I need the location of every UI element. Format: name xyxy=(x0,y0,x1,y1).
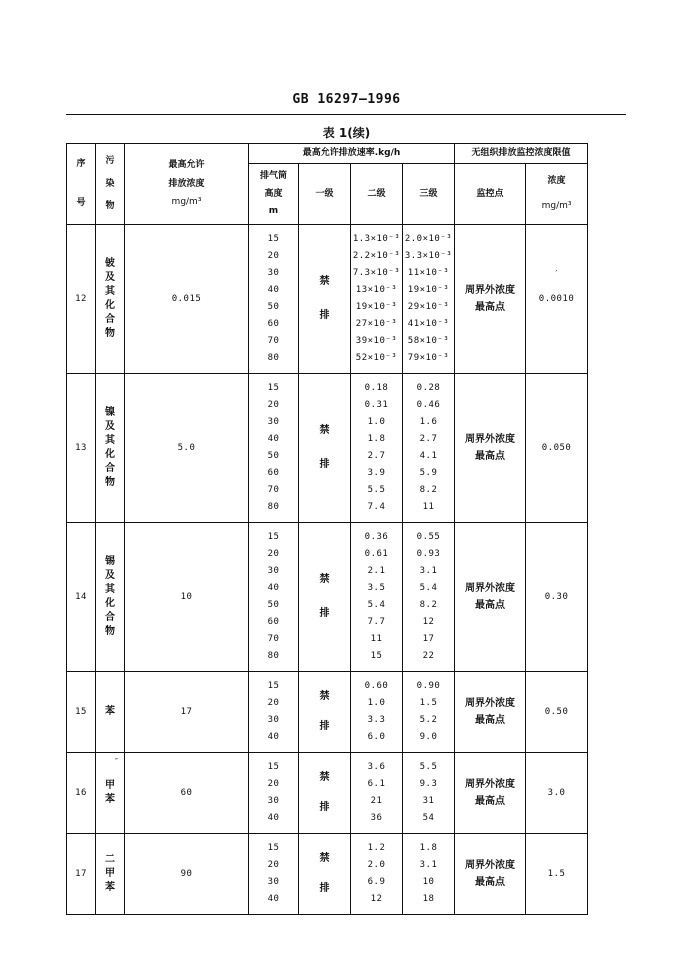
grade2-rate-value: 0.36 xyxy=(364,532,389,542)
grade3-rate-value: 18 xyxy=(422,894,435,904)
monitor-point xyxy=(455,523,526,672)
stack-height-value: 60 xyxy=(267,468,280,478)
prohibited-char: 排 xyxy=(319,459,330,470)
stack-height-value: 80 xyxy=(267,353,280,363)
pollutant-char: 其 xyxy=(105,435,115,446)
grade3-rate-value: 2.0×10⁻³ xyxy=(404,234,453,244)
emission-limits-table xyxy=(66,143,588,915)
prohibited-label xyxy=(299,772,350,814)
grade2-rate-value: 3.6 xyxy=(367,762,386,772)
grade3-rate-value: 0.28 xyxy=(416,383,441,393)
grade2-rate-value: 2.1 xyxy=(367,566,386,576)
monitor-line: 周界外浓度 xyxy=(465,285,516,296)
monitor-point-text xyxy=(455,695,525,729)
grade2-rate xyxy=(351,523,403,672)
pollutant-name xyxy=(96,374,125,523)
pollutant-row xyxy=(67,834,588,915)
col-header-grade1: 一级 xyxy=(299,164,351,225)
grade3-rate-value: 22 xyxy=(422,651,435,661)
pollutant-char: 甲 xyxy=(105,780,115,791)
grade3-rate-list xyxy=(403,523,454,671)
stack-height-value: 15 xyxy=(267,762,280,772)
stack-height-list xyxy=(249,523,298,671)
monitor-point xyxy=(455,225,526,374)
grade3-rate-value: 5.5 xyxy=(419,762,438,772)
grade3-rate xyxy=(403,374,455,523)
pollutant-name-text xyxy=(96,705,124,719)
stack-height xyxy=(249,523,299,672)
max-concentration: 5.0 xyxy=(125,374,249,523)
concentration-limit-value: 1.5 xyxy=(547,868,566,879)
concentration-limit xyxy=(526,834,588,915)
grade3-rate-value: 1.5 xyxy=(419,698,438,708)
grade3-rate-value: 4.1 xyxy=(419,451,438,461)
grade2-rate-value: 2.2×10⁻³ xyxy=(352,251,401,261)
concentration-limit-value: 3.0 xyxy=(547,787,566,798)
monitor-point xyxy=(455,834,526,915)
prohibited-label xyxy=(299,425,350,471)
monitor-line: 周界外浓度 xyxy=(465,434,516,445)
grade2-rate-value: 5.4 xyxy=(367,600,386,610)
stack-height-value: 15 xyxy=(267,532,280,542)
grade2-rate-value: 6.1 xyxy=(367,779,386,789)
pollutant-char: 苯 xyxy=(105,706,115,717)
stack-height-value: 20 xyxy=(267,698,280,708)
stack-height-list xyxy=(249,225,298,373)
concentration-limit-value: 0.0010 xyxy=(538,293,575,304)
grade3-rate-list xyxy=(403,834,454,914)
col-header-concentration: 浓度 mg/m³ xyxy=(526,164,588,225)
grade1-status xyxy=(299,753,351,834)
grade3-rate-value: 1.8 xyxy=(419,843,438,853)
grade2-rate-value: 0.61 xyxy=(364,549,389,559)
stack-height-value: 30 xyxy=(267,417,280,427)
grade2-rate-value: 19×10⁻³ xyxy=(355,302,398,312)
row-number: 16 xyxy=(67,753,96,834)
header-rule xyxy=(66,114,626,115)
monitor-line: 最高点 xyxy=(475,715,506,726)
pollutant-name-text xyxy=(96,853,124,895)
grade3-rate-value: 19×10⁻³ xyxy=(407,285,450,295)
monitor-point xyxy=(455,374,526,523)
grade2-rate xyxy=(351,753,403,834)
col-header-monitor-point: 监控点 xyxy=(455,164,526,225)
grade2-rate-value: 21 xyxy=(370,796,383,806)
prohibited-char: 禁 xyxy=(319,772,330,783)
grade3-rate-value: 17 xyxy=(422,634,435,644)
grade1-status xyxy=(299,834,351,915)
stack-height-value: 70 xyxy=(267,336,280,346)
grade3-rate-value: 3.1 xyxy=(419,566,438,576)
prohibited-char: 排 xyxy=(319,608,330,619)
grade3-rate xyxy=(403,753,455,834)
pollutant-row xyxy=(67,374,588,523)
grade2-rate-value: 0.60 xyxy=(364,681,389,691)
grade3-rate-list xyxy=(403,374,454,522)
prohibited-char: 排 xyxy=(319,883,330,894)
pollutant-name xyxy=(96,753,125,834)
grade2-rate-list xyxy=(351,523,402,671)
grade3-rate xyxy=(403,672,455,753)
stack-height-value: 20 xyxy=(267,860,280,870)
scan-mark: ″ xyxy=(115,757,118,766)
monitor-line: 周界外浓度 xyxy=(465,779,516,790)
grade2-rate-value: 7.4 xyxy=(367,502,386,512)
pollutant-char: 镍 xyxy=(105,407,115,418)
col-header-max-concentration: 最高允许 排放浓度 mg/m³ xyxy=(125,144,249,225)
grade3-rate-list xyxy=(403,753,454,833)
concentration-limit-value: 0.50 xyxy=(544,706,569,717)
pollutant-char: 合 xyxy=(105,612,115,623)
grade2-rate-value: 52×10⁻³ xyxy=(355,353,398,363)
monitor-point-text xyxy=(455,282,525,316)
col-header-rate-group: 最高允许排放速率.kg/h xyxy=(249,144,455,164)
grade3-rate-value: 41×10⁻³ xyxy=(407,319,450,329)
grade2-rate-value: 7.7 xyxy=(367,617,386,627)
monitor-point xyxy=(455,753,526,834)
stack-height xyxy=(249,834,299,915)
grade2-rate-value: 0.31 xyxy=(364,400,389,410)
grade2-rate-value: 2.7 xyxy=(367,451,386,461)
pollutant-name xyxy=(96,523,125,672)
pollutant-char: 化 xyxy=(105,598,115,609)
grade3-rate-value: 1.6 xyxy=(419,417,438,427)
grade2-rate-value: 1.8 xyxy=(367,434,386,444)
stack-height-list xyxy=(249,672,298,752)
pollutant-char: 物 xyxy=(105,626,115,637)
grade3-rate-value: 9.3 xyxy=(419,779,438,789)
monitor-point-text xyxy=(455,431,525,465)
grade3-rate-value: 5.2 xyxy=(419,715,438,725)
grade3-rate-value: 0.93 xyxy=(416,549,441,559)
col-header-pollutant: 污 染 物 xyxy=(96,144,125,225)
row-number: 15 xyxy=(67,672,96,753)
row-number: 13 xyxy=(67,374,96,523)
grade3-rate-value: 0.55 xyxy=(416,532,441,542)
concentration-limit-value: 0.30 xyxy=(544,591,569,602)
grade3-rate-value: 0.90 xyxy=(416,681,441,691)
max-concentration: 10 xyxy=(125,523,249,672)
grade2-rate-value: 6.0 xyxy=(367,732,386,742)
pollutant-char: 铍 xyxy=(105,258,115,269)
grade3-rate-list xyxy=(403,225,454,373)
grade3-rate-value: 58×10⁻³ xyxy=(407,336,450,346)
pollutant-char: 化 xyxy=(105,449,115,460)
grade2-rate xyxy=(351,672,403,753)
grade3-rate-value: 3.3×10⁻³ xyxy=(404,251,453,261)
grade3-rate-value: 9.0 xyxy=(419,732,438,742)
pollutant-name xyxy=(96,672,125,753)
col-header-grade2: 二级 xyxy=(351,164,403,225)
grade3-rate xyxy=(403,523,455,672)
stack-height-value: 20 xyxy=(267,400,280,410)
stack-height-value: 30 xyxy=(267,566,280,576)
grade2-rate-value: 1.3×10⁻³ xyxy=(352,234,401,244)
stack-height-value: 15 xyxy=(267,843,280,853)
stack-height-value: 30 xyxy=(267,796,280,806)
pollutant-char: 及 xyxy=(105,272,115,283)
max-concentration: 0.015 xyxy=(125,225,249,374)
grade3-rate-value: 8.2 xyxy=(419,600,438,610)
pollutant-name-text xyxy=(96,406,124,490)
grade2-rate-list xyxy=(351,834,402,914)
monitor-line: 最高点 xyxy=(475,796,506,807)
table-body xyxy=(67,144,588,915)
stack-height-value: 60 xyxy=(267,319,280,329)
grade2-rate-value: 0.18 xyxy=(364,383,389,393)
grade2-rate-list xyxy=(351,753,402,833)
pollutant-row xyxy=(67,753,588,834)
scan-mark: ′ xyxy=(554,269,560,278)
grade2-rate-value: 15 xyxy=(370,651,383,661)
prohibited-char: 禁 xyxy=(319,853,330,864)
grade1-status xyxy=(299,225,351,374)
standard-number: GB 16297—1996 xyxy=(292,92,401,107)
col-header-grade3: 三级 xyxy=(403,164,455,225)
pollutant-char: 其 xyxy=(105,286,115,297)
grade2-rate-value: 12 xyxy=(370,894,383,904)
monitor-line: 周界外浓度 xyxy=(465,583,516,594)
concentration-limit xyxy=(526,374,588,523)
grade2-rate-list xyxy=(351,225,402,373)
stack-height-value: 40 xyxy=(267,583,280,593)
stack-height xyxy=(249,225,299,374)
prohibited-label xyxy=(299,574,350,620)
stack-height-value: 70 xyxy=(267,634,280,644)
stack-height-value: 40 xyxy=(267,285,280,295)
concentration-limit xyxy=(526,523,588,672)
max-concentration: 17 xyxy=(125,672,249,753)
prohibited-char: 排 xyxy=(319,802,330,813)
grade3-rate xyxy=(403,834,455,915)
grade2-rate-value: 2.0 xyxy=(367,860,386,870)
pollutant-name-text xyxy=(96,257,124,341)
stack-height-value: 50 xyxy=(267,302,280,312)
grade3-rate-value: 8.2 xyxy=(419,485,438,495)
prohibited-char: 禁 xyxy=(319,276,330,287)
prohibited-char: 禁 xyxy=(319,425,330,436)
monitor-point-text xyxy=(455,580,525,614)
stack-height-value: 80 xyxy=(267,651,280,661)
stack-height-value: 30 xyxy=(267,715,280,725)
stack-height xyxy=(249,374,299,523)
grade3-rate-value: 5.4 xyxy=(419,583,438,593)
grade3-rate-value: 11×10⁻³ xyxy=(407,268,450,278)
stack-height-value: 60 xyxy=(267,617,280,627)
grade2-rate-value: 3.3 xyxy=(367,715,386,725)
grade1-status xyxy=(299,672,351,753)
pollutant-char: 苯 xyxy=(105,794,115,805)
prohibited-label xyxy=(299,276,350,322)
prohibited-label xyxy=(299,853,350,895)
monitor-line: 最高点 xyxy=(475,600,506,611)
stack-height-value: 50 xyxy=(267,600,280,610)
grade3-rate-value: 11 xyxy=(422,502,435,512)
grade3-rate-value: 3.1 xyxy=(419,860,438,870)
prohibited-char: 禁 xyxy=(319,691,330,702)
stack-height-value: 40 xyxy=(267,732,280,742)
stack-height-value: 15 xyxy=(267,234,280,244)
grade2-rate-value: 13×10⁻³ xyxy=(355,285,398,295)
pollutant-char: 及 xyxy=(105,570,115,581)
grade2-rate-value: 7.3×10⁻³ xyxy=(352,268,401,278)
grade3-rate-value: 29×10⁻³ xyxy=(407,302,450,312)
pollutant-char: 化 xyxy=(105,300,115,311)
stack-height-value: 30 xyxy=(267,877,280,887)
monitor-line: 最高点 xyxy=(475,451,506,462)
pollutant-char: 苯 xyxy=(105,882,115,893)
grade3-rate-value: 0.46 xyxy=(416,400,441,410)
col-header-fugitive-group: 无组织排放监控浓度限值 xyxy=(455,144,588,164)
monitor-point-text xyxy=(455,776,525,810)
stack-height-value: 40 xyxy=(267,894,280,904)
grade2-rate-list xyxy=(351,672,402,752)
stack-height-value: 80 xyxy=(267,502,280,512)
grade2-rate-value: 3.5 xyxy=(367,583,386,593)
grade2-rate xyxy=(351,225,403,374)
grade3-rate-list xyxy=(403,672,454,752)
grade2-rate-value: 5.5 xyxy=(367,485,386,495)
grade3-rate-value: 5.9 xyxy=(419,468,438,478)
max-concentration: 60 xyxy=(125,753,249,834)
pollutant-char: 二 xyxy=(105,854,115,865)
grade1-status xyxy=(299,374,351,523)
pollutant-char: 锡 xyxy=(105,556,115,567)
grade3-rate-value: 10 xyxy=(422,877,435,887)
col-header-seq: 序 号 xyxy=(67,144,96,225)
monitor-line: 周界外浓度 xyxy=(465,860,516,871)
monitor-line: 最高点 xyxy=(475,877,506,888)
grade2-rate xyxy=(351,374,403,523)
monitor-point xyxy=(455,672,526,753)
pollutant-row xyxy=(67,225,588,374)
grade2-rate-value: 27×10⁻³ xyxy=(355,319,398,329)
prohibited-label xyxy=(299,691,350,733)
stack-height-value: 15 xyxy=(267,383,280,393)
header-row-1 xyxy=(67,144,588,164)
stack-height-value: 50 xyxy=(267,451,280,461)
stack-height-value: 15 xyxy=(267,681,280,691)
concentration-limit xyxy=(526,672,588,753)
pollutant-row xyxy=(67,523,588,672)
row-number: 12 xyxy=(67,225,96,374)
prohibited-char: 排 xyxy=(319,721,330,732)
grade2-rate-value: 3.9 xyxy=(367,468,386,478)
prohibited-char: 禁 xyxy=(319,574,330,585)
pollutant-char: 物 xyxy=(105,477,115,488)
grade3-rate-value: 79×10⁻³ xyxy=(407,353,450,363)
pollutant-name xyxy=(96,834,125,915)
grade3-rate-value: 31 xyxy=(422,796,435,806)
monitor-line: 最高点 xyxy=(475,302,506,313)
stack-height-list xyxy=(249,374,298,522)
stack-height-value: 20 xyxy=(267,251,280,261)
grade2-rate-value: 6.9 xyxy=(367,877,386,887)
grade3-rate-value: 54 xyxy=(422,813,435,823)
grade2-rate-list xyxy=(351,374,402,522)
stack-height-value: 30 xyxy=(267,268,280,278)
grade2-rate-value: 11 xyxy=(370,634,383,644)
pollutant-char: 物 xyxy=(105,328,115,339)
pollutant-char: 合 xyxy=(105,463,115,474)
grade2-rate-value: 36 xyxy=(370,813,383,823)
grade3-rate-value: 12 xyxy=(422,617,435,627)
pollutant-char: 甲 xyxy=(105,868,115,879)
concentration-limit xyxy=(526,753,588,834)
col-header-stack-height: 排气筒 高度 m xyxy=(249,164,299,225)
stack-height xyxy=(249,753,299,834)
pollutant-row xyxy=(67,672,588,753)
stack-height-value: 20 xyxy=(267,779,280,789)
stack-height-value: 70 xyxy=(267,485,280,495)
pollutant-char: 其 xyxy=(105,584,115,595)
pollutant-char: 及 xyxy=(105,421,115,432)
stack-height-value: 40 xyxy=(267,813,280,823)
grade3-rate xyxy=(403,225,455,374)
concentration-limit-value: 0.050 xyxy=(541,442,572,453)
pollutant-name xyxy=(96,225,125,374)
row-number: 14 xyxy=(67,523,96,672)
prohibited-char: 排 xyxy=(319,310,330,321)
max-concentration: 90 xyxy=(125,834,249,915)
monitor-line: 周界外浓度 xyxy=(465,698,516,709)
stack-height-list xyxy=(249,834,298,914)
pollutant-name-text xyxy=(96,555,124,639)
grade1-status xyxy=(299,523,351,672)
stack-height-value: 20 xyxy=(267,549,280,559)
stack-height xyxy=(249,672,299,753)
grade2-rate-value: 39×10⁻³ xyxy=(355,336,398,346)
grade2-rate-value: 1.0 xyxy=(367,417,386,427)
row-number: 17 xyxy=(67,834,96,915)
grade3-rate-value: 2.7 xyxy=(419,434,438,444)
stack-height-value: 40 xyxy=(267,434,280,444)
pollutant-char: 合 xyxy=(105,314,115,325)
grade2-rate-value: 1.0 xyxy=(367,698,386,708)
grade2-rate xyxy=(351,834,403,915)
table-caption: 表 1(续) xyxy=(322,126,371,140)
concentration-limit xyxy=(526,225,588,374)
stack-height-list xyxy=(249,753,298,833)
grade2-rate-value: 1.2 xyxy=(367,843,386,853)
pollutant-name-text xyxy=(96,779,124,807)
monitor-point-text xyxy=(455,857,525,891)
